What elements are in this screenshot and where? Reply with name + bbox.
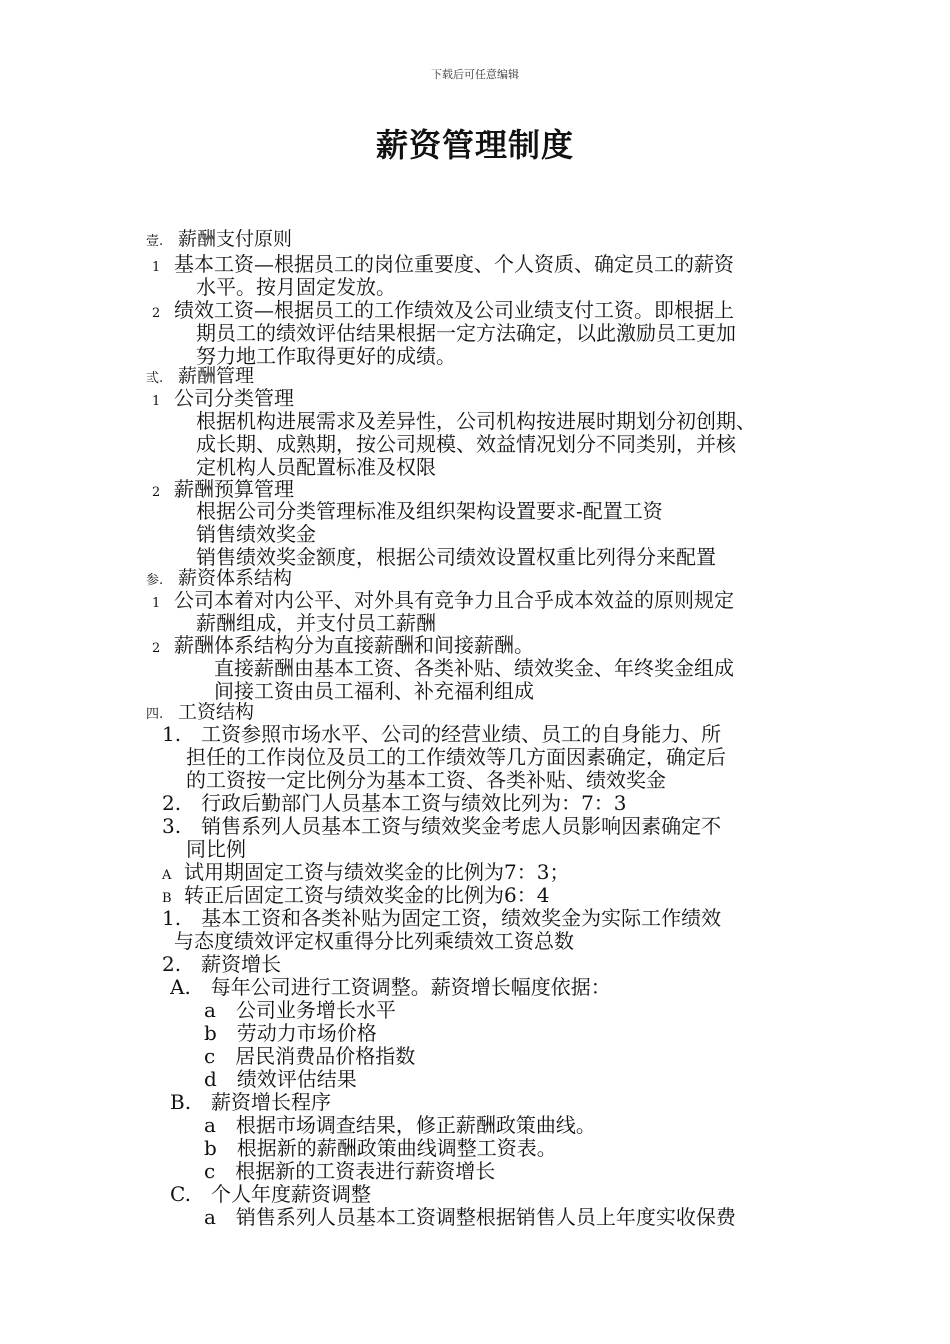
line-text: A. 每年公司进行工资调整。薪资增长幅度依据： <box>170 975 611 999</box>
text-line <box>170 1091 331 1114</box>
text-line <box>196 410 756 433</box>
line-text: c 居民消费品价格指数 <box>204 1044 416 1068</box>
text-line <box>186 838 246 861</box>
line-text: 2. 行政后勤部门人员基本工资与绩效比列为：7：3 <box>162 791 627 815</box>
list-marker: A <box>162 868 172 883</box>
line-text: 根据公司分类管理标准及组织架构设置要求-配置工资 <box>196 499 663 523</box>
list-marker: 四. <box>146 707 164 722</box>
line-text: 根据机构进展需求及差异性，公司机构按进展时期划分初创期、 <box>196 409 756 433</box>
line-text: 薪酬组成，并支付员工薪酬 <box>196 611 436 635</box>
line-text: 期员工的绩效评估结果根据一定方法确定，以此激励员工更加 <box>196 321 736 345</box>
text-line <box>162 723 721 746</box>
text-line <box>162 792 627 815</box>
line-text: 水平。按月固定发放。 <box>196 275 396 299</box>
text-line <box>204 1206 736 1229</box>
line-text: 薪酬支付原则 <box>178 228 293 250</box>
text-line <box>196 500 663 523</box>
text-line <box>162 907 721 930</box>
line-text: B. 薪资增长程序 <box>170 1090 332 1114</box>
text-line <box>214 680 534 703</box>
line-text: 1. 工资参照市场水平、公司的经营业绩、员工的自身能力、所 <box>162 722 722 746</box>
line-text: b 根据新的薪酬政策曲线调整工资表。 <box>204 1136 557 1160</box>
text-line <box>170 1183 371 1206</box>
line-text: 直接薪酬由基本工资、各类补贴、绩效奖金、年终奖金组成 <box>214 656 734 680</box>
line-text: 薪酬预算管理 <box>174 477 294 501</box>
text-line <box>204 1114 596 1137</box>
text-line <box>196 322 736 345</box>
text-line <box>174 930 574 953</box>
text-line <box>196 523 316 546</box>
line-text: 定机构人员配置标准及权限 <box>196 455 436 479</box>
text-line <box>186 746 726 769</box>
list-marker: 弎. <box>146 371 164 386</box>
text-line <box>204 1045 415 1068</box>
line-text: a 公司业务增长水平 <box>204 998 396 1022</box>
line-text: 担任的工作岗位及员工的工作绩效等几方面因素确定，确定后 <box>186 745 726 769</box>
line-text: c 根据新的工资表进行薪资增长 <box>204 1159 496 1183</box>
line-text: a 根据市场调查结果，修正薪酬政策曲线。 <box>204 1113 596 1137</box>
line-text: 薪资体系结构 <box>178 567 293 589</box>
line-text: 工资结构 <box>178 701 255 723</box>
text-line <box>204 999 396 1022</box>
line-text: 绩效工资—根据员工的工作绩效及公司业绩支付工资。即根据上 <box>174 298 734 322</box>
line-text: 3. 销售系列人员基本工资与绩效奖金考虑人员影响因素确定不 <box>162 814 722 838</box>
line-text: 成长期、成熟期，按公司规模、效益情况划分不同类别，并核 <box>196 432 736 456</box>
text-line <box>196 276 396 299</box>
list-marker: 1 <box>152 394 161 409</box>
line-text: 薪酬管理 <box>178 365 255 387</box>
list-marker: 参. <box>146 573 164 588</box>
text-line <box>162 815 721 838</box>
text-line <box>214 657 734 680</box>
text-line <box>204 1137 557 1160</box>
list-marker: 1 <box>152 596 161 611</box>
line-text: 转正后固定工资与绩效奖金的比例为6：4 <box>184 883 550 907</box>
text-line <box>196 612 436 635</box>
line-text: 销售绩效奖金 <box>196 522 316 546</box>
line-text: a 销售系列人员基本工资调整根据销售人员上年度实收保费 <box>204 1205 736 1229</box>
list-marker: 2 <box>152 485 161 500</box>
line-text: 公司分类管理 <box>174 386 294 410</box>
line-text: 基本工资—根据员工的岗位重要度、个人资质、确定员工的薪资 <box>174 252 734 276</box>
document-title: 薪资管理制度 <box>375 126 574 164</box>
line-text: 2. 薪资增长 <box>162 952 282 976</box>
text-line <box>170 976 611 999</box>
list-marker: 1 <box>152 260 161 275</box>
page-header: 下载后可任意编辑 <box>431 68 519 81</box>
line-text: 的工资按一定比例分为基本工资、各类补贴、绩效奖金 <box>186 768 666 792</box>
text-line <box>204 1068 357 1091</box>
line-text: 薪酬体系结构分为直接薪酬和间接薪酬。 <box>174 633 534 657</box>
line-text: 公司本着对内公平、对外具有竞争力且合乎成本效益的原则规定 <box>174 588 734 612</box>
line-text: 销售绩效奖金额度，根据公司绩效设置权重比列得分来配置 <box>196 545 716 569</box>
line-text: 努力地工作取得更好的成绩。 <box>196 344 456 368</box>
list-marker: B <box>162 891 172 906</box>
section-heading <box>146 228 292 253</box>
text-line <box>204 1160 495 1183</box>
list-marker: 2 <box>152 641 161 656</box>
line-text: 1. 基本工资和各类补贴为固定工资，绩效奖金为实际工作绩效 <box>162 906 722 930</box>
line-text: b 劳动力市场价格 <box>204 1021 377 1045</box>
list-marker: 壹. <box>146 234 164 249</box>
text-line <box>196 456 436 479</box>
line-text: 试用期固定工资与绩效奖金的比例为7：3； <box>184 860 570 884</box>
line-text: d 绩效评估结果 <box>204 1067 357 1091</box>
text-line <box>162 953 281 976</box>
line-text: 与态度绩效评定权重得分比列乘绩效工资总数 <box>174 929 574 953</box>
text-line <box>204 1022 377 1045</box>
line-text: 同比例 <box>186 837 246 861</box>
list-marker: 2 <box>152 306 161 321</box>
text-line <box>196 546 716 569</box>
line-text: C. 个人年度薪资调整 <box>170 1182 371 1206</box>
line-text: 间接工资由员工福利、补充福利组成 <box>214 679 534 703</box>
text-line <box>196 433 736 456</box>
text-line <box>186 769 666 792</box>
